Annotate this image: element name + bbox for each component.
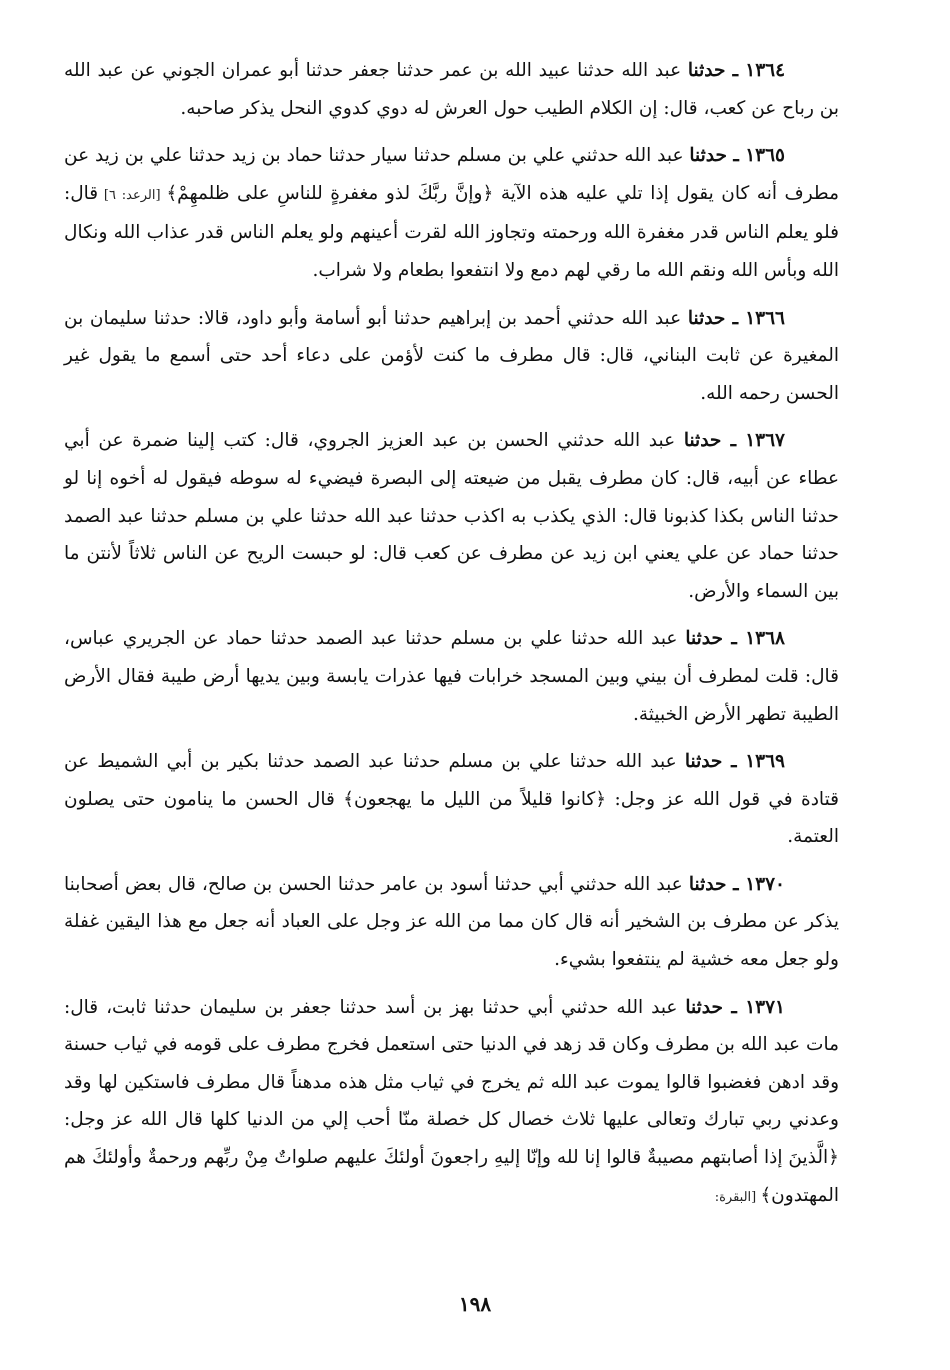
hadith-lead: حدثنا xyxy=(688,873,727,895)
hadith-number: ١٣٦٩ xyxy=(745,751,785,773)
hadith-1366: ١٣٦٦ ـ حدثنا عبد الله حدثني أحمد بن إبراهيم حدثنا أبو أسامة وأبو داود، قالا: حدثنا سليمان بن المغيرة عن ثابت البناني، قال: قال مطرف ما كنت لأؤمن على دعاء أحد حتى أسمع ما يقول غير الحسن رحمه الله. xyxy=(64,307,839,404)
hadith-number: ١٣٧٠ xyxy=(745,873,785,895)
hadith-number: ١٣٦٥ xyxy=(745,145,785,167)
hadith-number: ١٣٧١ xyxy=(745,996,785,1018)
hadith-text: عبد الله حدثنا علي بن مسلم حدثنا عبد الصمد حدثنا بكير بن أبي الشميط عن قتادة في قول الله عز وجل: ﴿كانوا قليلاً من الليل ما يهجعون﴾ قال الحسن ما ينامون حتى يصلون العتمة. xyxy=(64,751,839,848)
hadith-text: عبد الله حدثني أحمد بن إبراهيم حدثنا أبو أسامة وأبو داود، قالا: حدثنا سليمان بن المغيرة عن ثابت البناني، قال: قال مطرف ما كنت لأؤمن على دعاء أحد حتى أسمع ما يقول غير الحسن رحمه الله. xyxy=(64,307,839,404)
hadith-text: عبد الله حدثنا علي بن مسلم حدثنا عبد الصمد حدثنا حماد عن الجريري عباس، قال: قلت لمطرف أن بيني وبين المسجد خرابات فيها عذرات يابسة وبين يديها أرض طيبة فقال الأرض الطيبة تطهر الأرض الخبيثة. xyxy=(64,628,839,725)
hadith-lead: حدثنا xyxy=(687,60,726,81)
hadith-1367: ١٣٦٧ ـ حدثنا عبد الله حدثني الحسن بن عبد العزيز الجروي، قال: كتب إلينا ضمرة عن أبي عطاء عن أبيه، قال: كان مطرف يقبل من ضيعته إلى البصرة فيضيء له سوطه فيقول له أخوه إنا لو حدثنا الناس بكذا كذبونا قال: الذي يكذب به اكذب حدثنا عبد الله حدثنا علي بن مسلم حدثنا عبد الصمد حدثنا حماد عن علي يعني ابن زيد عن مطرف عن كعب قال: لو حبست الريح عن الناس ثلاثاً لأنتن ما بين السماء والأرض. xyxy=(64,430,839,602)
hadith-number: ١٣٦٧ xyxy=(745,430,785,452)
hadith-number: ١٣٦٦ xyxy=(745,307,785,329)
hadith-1364: ١٣٦٤ ـ حدثنا عبد الله حدثنا عبيد الله بن عمر حدثنا جعفر حدثنا أبو عمران الجوني عن عبد الله بن رباح عن كعب، قال: إن الكلام الطيب حول العرش له دوي كدوي النحل يذكر صاحبه. xyxy=(64,60,839,119)
hadith-number: ١٣٦٨ xyxy=(745,628,785,650)
hadith-text: عبد الله حدثني الحسن بن عبد العزيز الجروي، قال: كتب إلينا ضمرة عن أبي عطاء عن أبيه، قال: كان مطرف يقبل من ضيعته إلى البصرة فيضيء له سوطه فيقول له أخوه إنا لو حدثنا الناس بكذا كذبونا قال: الذي يكذب به اكذب حدثنا عبد الله حدثنا علي بن مسلم حدثنا عبد الصمد حدثنا حماد عن علي يعني ابن زيد عن مطرف عن كعب قال: لو حبست الريح عن الناس ثلاثاً لأنتن ما بين السماء والأرض. xyxy=(64,430,839,602)
hadith-1369: ١٣٦٩ ـ حدثنا عبد الله حدثنا علي بن مسلم حدثنا عبد الصمد حدثنا بكير بن أبي الشميط عن قتادة في قول الله عز وجل: ﴿كانوا قليلاً من الليل ما يهجعون﴾ قال الحسن ما ينامون حتى يصلون العتمة. xyxy=(64,751,839,848)
hadith-text: عبد الله حدثني أبي حدثنا بهز بن أسد حدثنا جعفر بن سليمان حدثنا ثابت، قال: مات عبد الله بن مطرف وكان قد زهد في الدنيا حتى استعمل فخرج مطرف على قومه في ثياب حسنة وقد ادهن فغضبوا قالوا يموت عبد الله ثم يخرج في ثياب مثل هذه مدهناً قال مطرف فاستكين لها وقد وعدني ربي تبارك وتعالى عليها ثلاث خصال كل خصلة منّا أحب إلي من الدنيا كلها قال الله عز وجل: ﴿الَّذينَ إذا أصابتهم مصيبةٌ قالوا إنا لله وإنّا إليهِ راجعونَ أولئكَ عليهم صلواتٌ مِنْ ربِّهم ورحمةٌ وأولئكَ هم المهتدون﴾ xyxy=(64,996,839,1206)
hadith-text-continued: قال: فلو يعلم الناس قدر مغفرة الله ورحمته وتجاوز الله لقرت أعينهم ولو يعلم الناس قدر عذاب الله ونكال الله وبأس الله ونقم الله ما رقي لهم دمع ولا انتفعوا بطعام ولا شراب. xyxy=(64,182,839,281)
quran-reference: [الرعد: ٦] xyxy=(98,187,167,203)
hadith-1370: ١٣٧٠ ـ حدثنا عبد الله حدثني أبي حدثنا أسود بن عامر حدثنا الحسن بن صالح، قال بعض أصحابنا يذكر عن مطرف بن الشخير أنه قال كان مما من الله عز وجل على العباد أنه جعل مع هذا اليقين غفلة ولو جعل معه خشية لم ينتفعوا بشيء. xyxy=(64,873,839,971)
page-number: ١٩٨ xyxy=(458,1292,492,1316)
hadith-1368: ١٣٦٨ ـ حدثنا عبد الله حدثنا علي بن مسلم حدثنا عبد الصمد حدثنا حماد عن الجريري عباس، قال: قلت لمطرف أن بيني وبين المسجد خرابات فيها عذرات يابسة وبين يديها أرض طيبة فقال الأرض الطيبة تطهر الأرض الخبيثة. xyxy=(64,628,839,725)
page-text-block xyxy=(64,52,839,1226)
hadith-1371: ١٣٧١ ـ حدثنا عبد الله حدثني أبي حدثنا بهز بن أسد حدثنا جعفر بن سليمان حدثنا ثابت، قال: مات عبد الله بن مطرف وكان قد زهد في الدنيا حتى استعمل فخرج مطرف على قومه في ثياب حسنة وقد ادهن فغضبوا قالوا يموت عبد الله ثم يخرج في ثياب مثل هذه مدهناً قال مطرف فاستكين لها وقد وعدني ربي تبارك وتعالى عليها ثلاث خصال كل خصلة منّا أحب إلي من الدنيا كلها قال الله عز وجل: ﴿الَّذينَ إذا أصابتهم مصيبةٌ قالوا إنا لله وإنّا إليهِ راجعونَ أولئكَ عليهم صلواتٌ مِنْ ربِّهم ورحمةٌ وأولئكَ هم المهتدون﴾ [البقرة: xyxy=(64,996,839,1206)
hadith-lead: حدثنا xyxy=(685,628,723,650)
hadith-text: عبد الله حدثني علي بن مسلم حدثنا سيار حدثنا حماد بن زيد حدثنا علي بن زيد عن مطرف أنه كان يقول إذا تلي عليه هذه الآية ﴿وإنَّ ربَّكَ لذو مغفرةٍ للناسِ على ظلمهِمْ﴾ xyxy=(64,145,839,204)
hadith-lead: حدثنا xyxy=(685,996,723,1018)
hadith-number: ١٣٦٤ xyxy=(745,60,786,81)
hadith-lead: حدثنا xyxy=(689,145,727,167)
hadith-lead: حدثنا xyxy=(683,430,722,452)
quran-reference: [البقرة: xyxy=(714,1189,761,1205)
hadith-1365: ١٣٦٥ ـ حدثنا عبد الله حدثني علي بن مسلم حدثنا سيار حدثنا حماد بن زيد حدثنا علي بن زيد عن مطرف أنه كان يقول إذا تلي عليه هذه الآية ﴿وإنَّ ربَّكَ لذو مغفرةٍ للناسِ على ظلمهِمْ﴾ [الرعد: ٦] قال: فلو يعلم الناس قدر مغفرة الله ورحمته وتجاوز الله لقرت أعينهم ولو يعلم الناس قدر عذاب الله ونكال الله وبأس الله ونقم الله ما رقي لهم دمع ولا انتفعوا بطعام ولا شراب. xyxy=(64,145,839,281)
hadith-text: عبد الله حدثني أبي حدثنا أسود بن عامر حدثنا الحسن بن صالح، قال بعض أصحابنا يذكر عن مطرف بن الشخير أنه قال كان مما من الله عز وجل على العباد أنه جعل مع هذا اليقين غفلة ولو جعل معه خشية لم ينتفعوا بشيء. xyxy=(64,873,839,971)
hadith-text: عبد الله حدثنا عبيد الله بن عمر حدثنا جعفر حدثنا أبو عمران الجوني عن عبد الله بن رباح عن كعب، قال: إن الكلام الطيب حول العرش له دوي كدوي النحل يذكر صاحبه. xyxy=(64,60,839,119)
hadith-lead: حدثنا xyxy=(687,307,726,329)
hadith-lead: حدثنا xyxy=(684,751,723,773)
